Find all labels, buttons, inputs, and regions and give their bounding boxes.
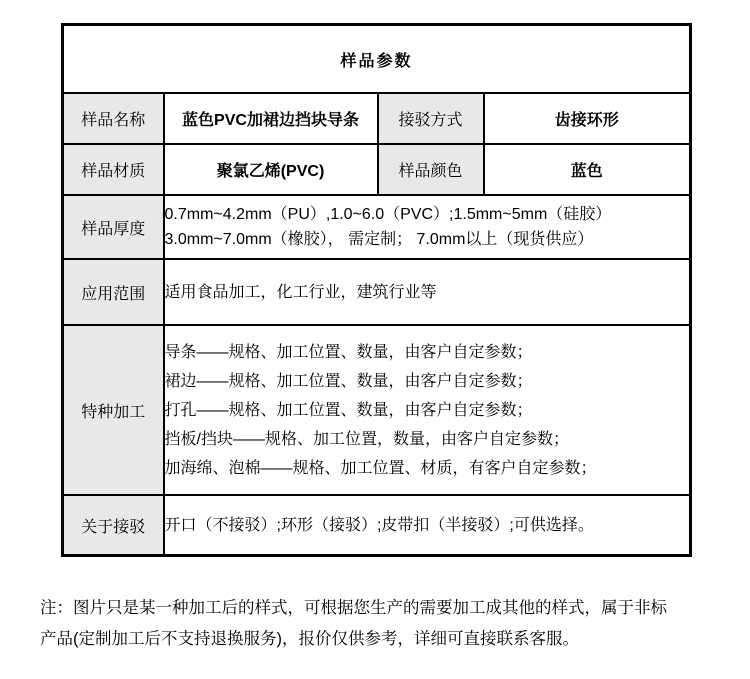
row-about-joint xyxy=(63,495,691,556)
joint-method-value: 齿接环形 xyxy=(484,93,691,144)
application-scope-label: 应用范围 xyxy=(63,259,164,325)
row-sample-thickness xyxy=(63,195,691,259)
table-title: 样品参数 xyxy=(63,25,691,94)
sample-name-value: 蓝色PVC加裙边挡块导条 xyxy=(164,93,378,144)
special-processing-value xyxy=(164,325,691,495)
special-processing-label: 特种加工 xyxy=(63,325,164,495)
special-line-guide-strip: 导条——规格、加工位置、数量，由客户自定参数； xyxy=(164,343,533,361)
title-row xyxy=(63,25,691,94)
sample-parameters-table xyxy=(61,23,692,557)
application-scope-value: 适用食品加工，化工行业，建筑行业等 xyxy=(164,259,691,325)
sample-color-value: 蓝色 xyxy=(484,144,691,195)
row-sample-material xyxy=(63,144,691,195)
thickness-line-2: 3.0mm~7.0mm（橡胶）， 需定制； 7.0mm以上（现货供应） xyxy=(164,231,594,248)
sample-thickness-value xyxy=(164,195,691,259)
footer-note-line-1: 注：图片只是某一种加工后的样式，可根据您生产的需要加工成其他的样式，属于非标 xyxy=(40,599,667,617)
footer-note xyxy=(40,593,718,655)
special-line-baffle: 挡板/挡块——规格、加工位置，数量，由客户自定参数； xyxy=(164,430,569,448)
special-line-skirt: 裙边——规格、加工位置、数量，由客户自定参数； xyxy=(164,372,533,390)
special-line-punching: 打孔——规格、加工位置、数量，由客户自定参数； xyxy=(164,401,533,419)
about-joint-label: 关于接驳 xyxy=(63,495,164,556)
thickness-line-1: 0.7mm~4.2mm（PU）,1.0~6.0（PVC）;1.5mm~5mm（硅胶） xyxy=(164,206,612,223)
row-sample-name xyxy=(63,93,691,144)
row-special-processing xyxy=(63,325,691,495)
about-joint-value: 开口（不接驳）;环形（接驳）;皮带扣（半接驳）;可供选择。 xyxy=(164,495,691,556)
sample-name-label: 样品名称 xyxy=(63,93,164,144)
sample-material-label: 样品材质 xyxy=(63,144,164,195)
sample-thickness-label: 样品厚度 xyxy=(63,195,164,259)
special-line-sponge-foam: 加海绵、泡棉——规格、加工位置、材质，有客户自定参数； xyxy=(164,459,597,477)
sample-material-value: 聚氯乙烯(PVC) xyxy=(164,144,378,195)
sample-color-label: 样品颜色 xyxy=(378,144,484,195)
joint-method-label: 接驳方式 xyxy=(378,93,484,144)
footer-note-line-2: 产品(定制加工后不支持退换服务)，报价仅供参考，详细可直接联系客服。 xyxy=(40,630,579,648)
row-application-scope xyxy=(63,259,691,325)
